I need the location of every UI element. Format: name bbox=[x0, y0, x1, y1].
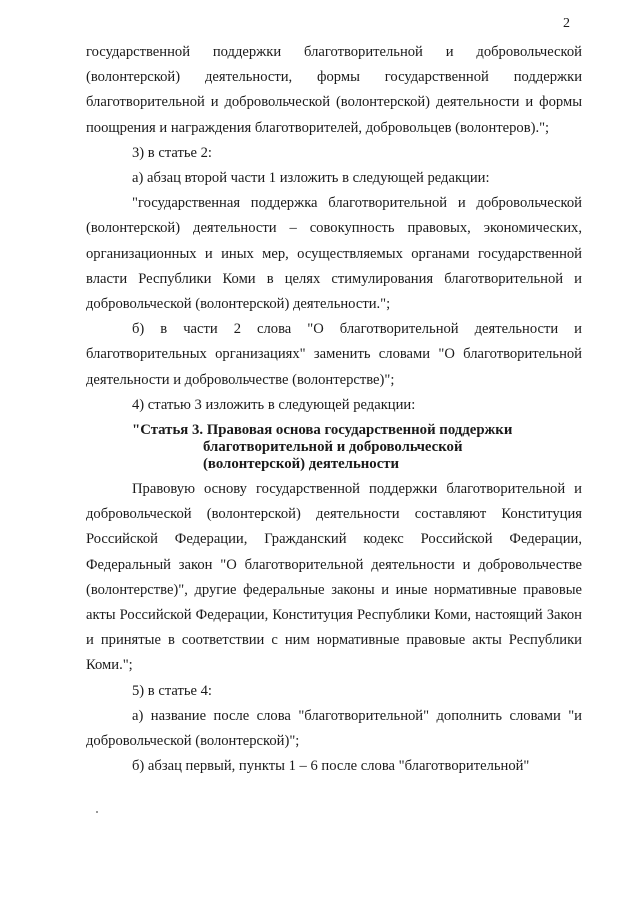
paragraph-item-5a: а) название после слова "благотворительной" дополнить словами "и добровольческой (волонтерской)"; bbox=[86, 707, 582, 750]
paragraph-continuation: государственной поддержки благотворительной и добровольческой (волонтерской) деятельности, формы государственной поддержки благотворительной и добровольческой (волонтерской) деятельности и формы поощрения и награждения благотворителей, добровольцев (волонтеров)."; bbox=[86, 44, 582, 136]
paragraph-legal-basis: Правовую основу государственной поддержки благотворительной и добровольческой (волонтерской) деятельности составляют Конституция Российской Федерации, Гражданский кодекс Российской Федерации, Федеральный закон "О благотворительной деятельности и добровольчестве (волонтерстве)", другие федеральные законы и иные нормативные правовые акты Российской Федерации, Конституция Республики Коми, настоящий Закон и принятые в соответствии с ним нормативные правовые акты Республики Коми."; bbox=[86, 481, 582, 674]
article-3-heading bbox=[86, 418, 582, 477]
article-heading-line-3: (волонтерской) деятельности bbox=[203, 456, 400, 473]
paragraph-item-4: 4) статью 3 изложить в следующей редакции: bbox=[132, 396, 416, 413]
article-heading-line-1: "Статья 3. Правовая основа государственной поддержки bbox=[132, 422, 513, 439]
document-body bbox=[86, 40, 582, 779]
paragraph-item-3: 3) в статье 2: bbox=[132, 144, 212, 161]
paragraph-item-3b: б) в части 2 слова "О благотворительной деятельности и благотворительных организациях" заменить словами "О благотворительной деятельности и добровольчестве (волонтерстве)"; bbox=[86, 321, 582, 388]
paragraph-item-5b: б) абзац первый, пункты 1 – 6 после слова "благотворительной" bbox=[132, 758, 530, 775]
paragraph-quote-definition: "государственная поддержка благотворительной и добровольческой (волонтерской) деятельности – совокупность правовых, экономических, организационных и иных мер, осуществляемых органами государственной власти Республики Коми в целях стимулирования благотворительной и добровольческой (волонтерской) деятельности."; bbox=[86, 195, 582, 313]
paragraph-item-3a: а) абзац второй части 1 изложить в следующей редакции: bbox=[132, 170, 490, 187]
article-heading-line-2: благотворительной и добровольческой bbox=[203, 439, 463, 456]
page-number: 2 bbox=[563, 16, 570, 31]
paragraph-item-5: 5) в статье 4: bbox=[132, 682, 212, 699]
scan-speck bbox=[96, 811, 98, 813]
